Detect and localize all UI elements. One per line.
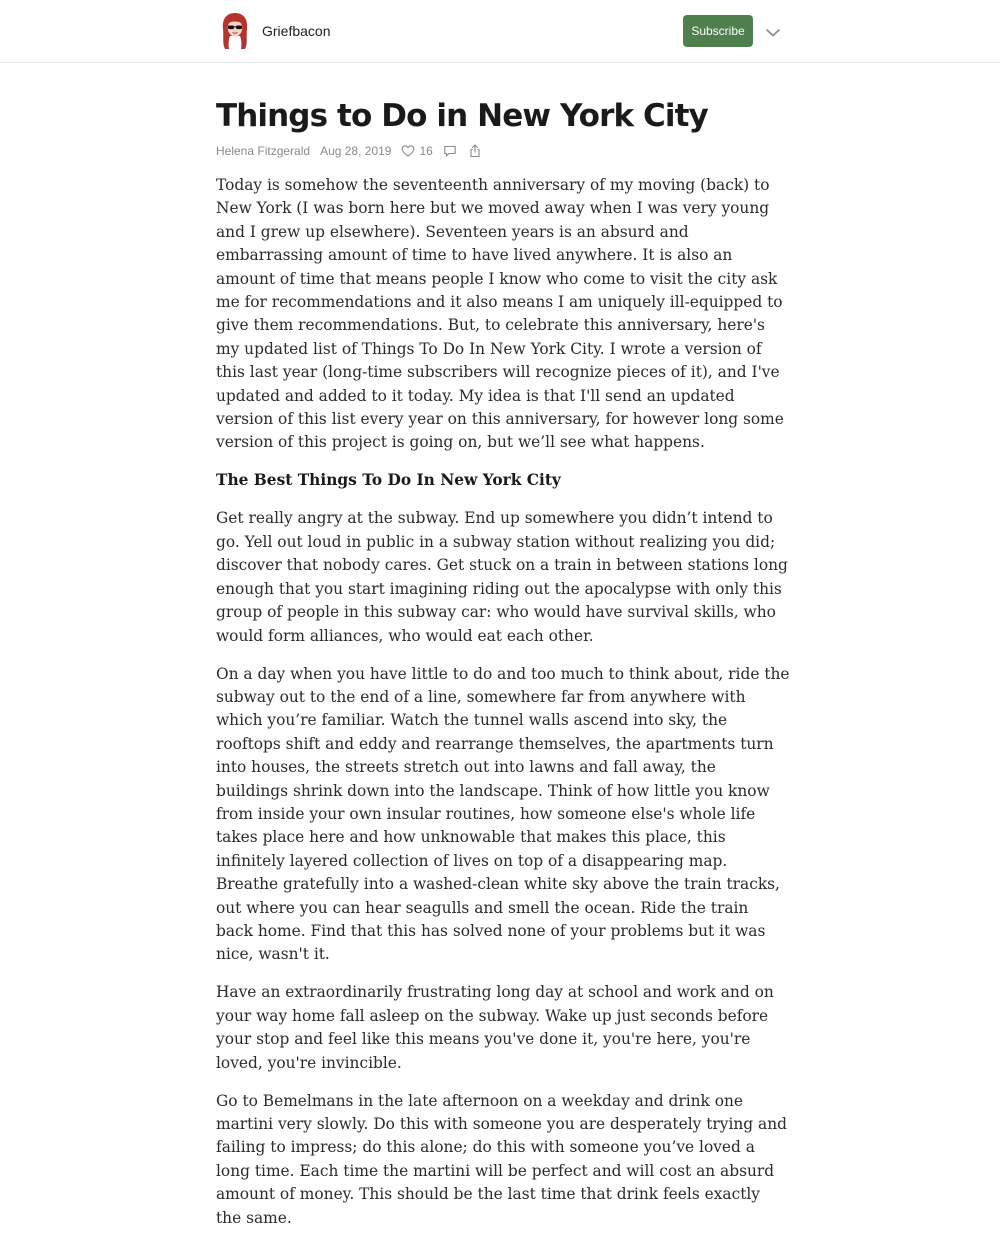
post-article	[216, 63, 790, 1245]
publication-name[interactable]: Griefbacon	[262, 23, 331, 39]
like-button[interactable]	[401, 144, 432, 158]
body-paragraph: Go to Bemelmans in the late afternoon on a weekday and drink one martini very slowly. Do this with someone you are desperately trying and failing to impress; do this alone; do this with someone you’ve loved a long time. Each time the martini will be perfect and will cost an absurd amount of money. This should be the last time that drink feels exactly the same.	[216, 1091, 787, 1227]
top-navigation-bar	[0, 0, 1000, 63]
menu-toggle-button[interactable]	[763, 22, 783, 42]
post-meta	[216, 142, 790, 160]
comment-button[interactable]	[443, 144, 457, 158]
post-title: Things to Do in New York City	[216, 98, 708, 134]
post-author[interactable]: Helena Fitzgerald	[216, 144, 311, 158]
chevron-down-icon	[763, 22, 783, 42]
subscribe-button[interactable]: Subscribe	[683, 15, 753, 47]
section-heading: The Best Things To Do In New York City	[216, 471, 561, 490]
post-date: Aug 28, 2019	[320, 144, 392, 158]
post-body	[216, 174, 790, 1230]
body-paragraph: Get really angry at the subway. End up somewhere you didn’t intend to go. Yell out loud in public in a subway station without realizing you did; discover that nobody cares. Get stuck on a train in between stations long enough that you start imagining riding out the apocalypse with only this group of people in this subway car: who would have survival skills, who would form alliances, who would eat each other.	[216, 509, 788, 645]
body-paragraph: On a day when you have little to do and too much to think about, ride the subway out to the end of a line, somewhere far from anywhere with which you’re familiar. Watch the tunnel walls ascend into sky, the rooftops shift and eddy and rearrange themselves, the apartments turn into houses, the streets stretch out into lawns and fall away, the buildings shrink down into the landscape. Think of how little you know from inside your own insular routines, how someone else's whole life takes place here and how unknowable that makes this place, this infinitely layered collection of lives on top of a disappearing map. Breathe gratefully into a washed-clean white sky above the train tracks, out where you can hear seagulls and smell the ocean. Ride the train back home. Find that this has solved none of your problems but it was nice, wasn't it.	[216, 664, 790, 964]
body-paragraph: Have an extraordinarily frustrating long day at school and work and on your way home fall asleep on the subway. Wake up just seconds before your stop and feel like this means you've done it, you're here, you're loved, you're invincible.	[216, 983, 774, 1072]
like-count: 16	[419, 144, 433, 158]
publication-logo[interactable]	[220, 12, 250, 50]
intro-paragraph: Today is somehow the seventeenth anniversary of my moving (back) to New York (I was born here but we moved away when I was very young and I grew up elsewhere). Seventeen years is an absurd and embarrassing amount of time to have lived anywhere. It is also an amount of time that means people I know who come to visit the city ask me for recommendations and it also means I am uniquely ill-equipped to give them recommendations. But, to celebrate this anniversary, here's my updated list of Things To Do In New York City. I wrote a version of this last year (long-time subscribers will recognize pieces of it), and I've updated and added to it today. My idea is that I'll send an updated version of this list every year on this anniversary, for however long some version of this project is going on, but we’ll see what happens.	[216, 176, 784, 452]
share-icon	[469, 144, 481, 158]
logo-avatar-icon	[220, 12, 250, 50]
comment-icon	[443, 144, 457, 158]
share-button[interactable]	[469, 144, 481, 158]
heart-icon	[401, 144, 415, 158]
